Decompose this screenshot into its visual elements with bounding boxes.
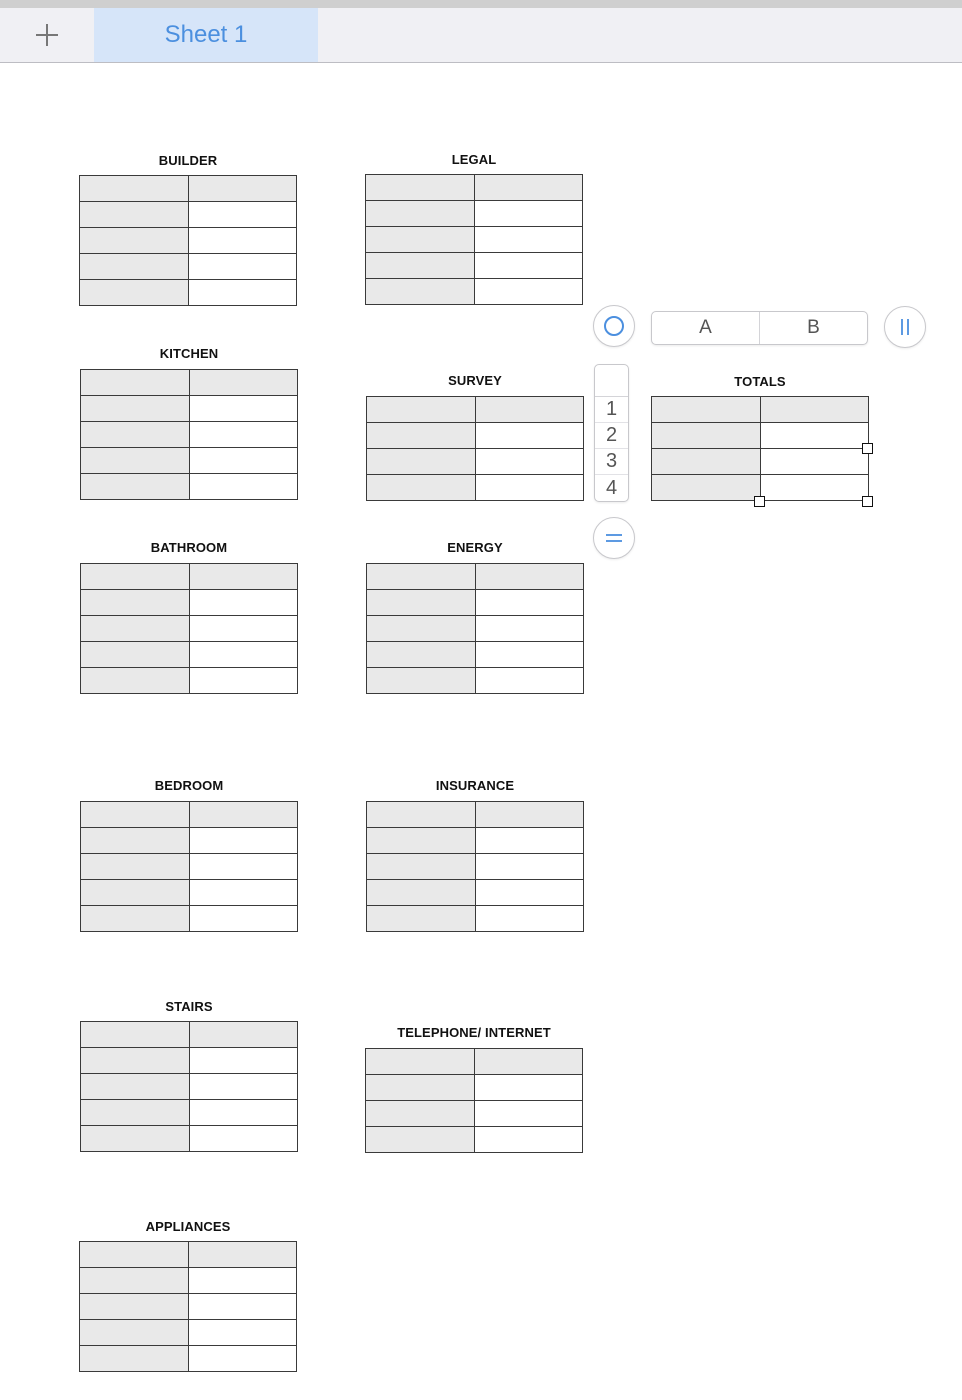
- column-header-a[interactable]: A: [699, 317, 712, 338]
- table-cell[interactable]: [190, 370, 299, 396]
- table-row: [81, 1022, 298, 1048]
- table-row: [81, 1126, 298, 1152]
- table-cell[interactable]: [189, 202, 298, 228]
- table-row: [367, 906, 584, 932]
- table-title: STAIRS: [165, 999, 213, 1014]
- table-cell[interactable]: [367, 564, 476, 590]
- table-cell[interactable]: [475, 1101, 584, 1127]
- table-cell[interactable]: [190, 1126, 299, 1152]
- table-cell[interactable]: [366, 1101, 475, 1127]
- table-row: [366, 1075, 583, 1101]
- table-cell[interactable]: [475, 201, 584, 227]
- table-row: [81, 370, 298, 396]
- column-header-b[interactable]: B: [759, 312, 867, 344]
- table-cell[interactable]: [81, 1100, 190, 1126]
- table-grid[interactable]: [79, 1241, 297, 1372]
- table-cell[interactable]: [80, 1268, 189, 1294]
- table-row: [367, 854, 584, 880]
- table-cell[interactable]: [190, 474, 299, 500]
- table-row: [81, 642, 298, 668]
- table-cell[interactable]: [80, 1294, 189, 1320]
- table-cell[interactable]: [475, 175, 584, 201]
- table-row: [80, 176, 297, 202]
- table-cell[interactable]: [476, 668, 585, 694]
- table-row: [367, 616, 584, 642]
- table-grid[interactable]: [365, 174, 583, 305]
- table-row: [80, 1242, 297, 1268]
- table-grid[interactable]: [366, 563, 584, 694]
- table-cell[interactable]: [81, 828, 190, 854]
- table-cell[interactable]: [80, 1320, 189, 1346]
- table-row: [366, 1049, 583, 1075]
- row-bars-icon: [603, 527, 625, 549]
- table-row: [80, 254, 297, 280]
- table-title: SURVEY: [448, 373, 502, 388]
- table-cell[interactable]: [190, 564, 299, 590]
- table-cell[interactable]: [189, 1294, 298, 1320]
- table-cell[interactable]: [476, 802, 585, 828]
- table-cell[interactable]: [80, 254, 189, 280]
- table-row: [81, 854, 298, 880]
- table-cell[interactable]: [366, 1049, 475, 1075]
- table-cell[interactable]: [81, 474, 190, 500]
- table-row: [81, 1100, 298, 1126]
- table-cell[interactable]: [81, 1074, 190, 1100]
- table-row: [367, 423, 584, 449]
- table-cell[interactable]: [190, 590, 299, 616]
- table-row: [80, 202, 297, 228]
- table-row: [80, 1346, 297, 1372]
- table-row: [367, 397, 584, 423]
- table-title: TELEPHONE/ INTERNET: [397, 1025, 551, 1040]
- table-grid[interactable]: [366, 396, 584, 501]
- table-cell[interactable]: [81, 1126, 190, 1152]
- table-cell[interactable]: [367, 668, 476, 694]
- table-cell[interactable]: [80, 176, 189, 202]
- table-row: [367, 475, 584, 501]
- table-cell[interactable]: [761, 475, 870, 501]
- table-cell[interactable]: [366, 201, 475, 227]
- table-cell[interactable]: [81, 370, 190, 396]
- table-cell[interactable]: [476, 397, 585, 423]
- table-cell[interactable]: [367, 590, 476, 616]
- table-row: [81, 828, 298, 854]
- table-row: [80, 228, 297, 254]
- table-title: INSURANCE: [435, 778, 515, 793]
- table-row: [367, 668, 584, 694]
- table-row: [366, 175, 583, 201]
- table-row: [366, 1127, 583, 1153]
- table-cell[interactable]: [367, 423, 476, 449]
- table-title: BATHROOM: [150, 540, 228, 555]
- table-cell[interactable]: [652, 423, 761, 449]
- table-title: ENERGY: [447, 540, 503, 555]
- table-cell[interactable]: [81, 616, 190, 642]
- table-cell[interactable]: [367, 475, 476, 501]
- table-row: [81, 474, 298, 500]
- table-cell[interactable]: [81, 1048, 190, 1074]
- table-cell[interactable]: [190, 828, 299, 854]
- table-cell[interactable]: [475, 253, 584, 279]
- table-cell[interactable]: [190, 448, 299, 474]
- table-cell[interactable]: [80, 1346, 189, 1372]
- table-cell[interactable]: [190, 1048, 299, 1074]
- table-cell[interactable]: [189, 1242, 298, 1268]
- table-cell[interactable]: [366, 253, 475, 279]
- table-grid[interactable]: [80, 563, 298, 694]
- table-cell[interactable]: [652, 475, 761, 501]
- table-cell[interactable]: [476, 475, 585, 501]
- table-cell[interactable]: [190, 1022, 299, 1048]
- table-row: [81, 616, 298, 642]
- table-cell[interactable]: [761, 449, 870, 475]
- table-title: LEGAL: [451, 152, 497, 167]
- row-header-spacer: [595, 365, 628, 397]
- table-cell[interactable]: [81, 642, 190, 668]
- table-cell[interactable]: [367, 854, 476, 880]
- table-cell[interactable]: [367, 616, 476, 642]
- table-cell[interactable]: [476, 880, 585, 906]
- table-cell[interactable]: [81, 668, 190, 694]
- add-column-button[interactable]: [884, 306, 926, 348]
- table-cell[interactable]: [366, 1127, 475, 1153]
- table-cell[interactable]: [189, 1268, 298, 1294]
- row-headers: [594, 364, 629, 502]
- table-cell[interactable]: [189, 1320, 298, 1346]
- tab-sheet-1[interactable]: Sheet 1: [94, 8, 318, 62]
- table-row: [652, 423, 869, 449]
- table-cell[interactable]: [81, 564, 190, 590]
- table-title: APPLIANCES: [145, 1219, 231, 1234]
- table-cell[interactable]: [367, 449, 476, 475]
- table-row: [367, 828, 584, 854]
- table-cell[interactable]: [81, 880, 190, 906]
- sheet-canvas: [0, 64, 962, 1400]
- table-cell[interactable]: [189, 254, 298, 280]
- table-row: [81, 564, 298, 590]
- row-header-3[interactable]: 3: [595, 449, 628, 475]
- table-cell[interactable]: [367, 880, 476, 906]
- table-cell[interactable]: [81, 590, 190, 616]
- table-cell[interactable]: [367, 906, 476, 932]
- table-row: [81, 880, 298, 906]
- table-row: [367, 564, 584, 590]
- table-cell[interactable]: [476, 423, 585, 449]
- table-cell[interactable]: [475, 227, 584, 253]
- table-cell[interactable]: [652, 449, 761, 475]
- column-bars-icon: [894, 316, 916, 338]
- table-row: [366, 279, 583, 305]
- table-title: TOTALS: [734, 374, 786, 389]
- table-row: [81, 1048, 298, 1074]
- table-cell[interactable]: [190, 668, 299, 694]
- table-row: [80, 1320, 297, 1346]
- table-cell[interactable]: [189, 228, 298, 254]
- table-cell[interactable]: [189, 176, 298, 202]
- table-cell[interactable]: [190, 906, 299, 932]
- table-row: [80, 1268, 297, 1294]
- table-cell[interactable]: [80, 228, 189, 254]
- table-grid[interactable]: [80, 1021, 298, 1152]
- table-title: BEDROOM: [154, 778, 224, 793]
- table-grid[interactable]: [80, 369, 298, 500]
- table-title: BUILDER: [158, 153, 218, 168]
- table-grid[interactable]: [79, 175, 297, 306]
- table-row: [652, 397, 869, 423]
- table-row: [366, 201, 583, 227]
- table-grid[interactable]: [366, 801, 584, 932]
- table-cell[interactable]: [190, 422, 299, 448]
- table-cell[interactable]: [80, 280, 189, 306]
- table-row: [366, 253, 583, 279]
- table-cell[interactable]: [367, 397, 476, 423]
- column-headers: [651, 311, 868, 345]
- table-cell[interactable]: [190, 854, 299, 880]
- table-cell[interactable]: [476, 642, 585, 668]
- table-row: [367, 802, 584, 828]
- table-cell[interactable]: [366, 279, 475, 305]
- table-cell[interactable]: [80, 202, 189, 228]
- table-cell[interactable]: [476, 449, 585, 475]
- table-row: [366, 1101, 583, 1127]
- table-cell[interactable]: [367, 828, 476, 854]
- table-row: [652, 449, 869, 475]
- row-header-4[interactable]: 4: [605, 476, 618, 499]
- table-cell[interactable]: [475, 1075, 584, 1101]
- table-cell[interactable]: [190, 1074, 299, 1100]
- table-cell[interactable]: [476, 854, 585, 880]
- table-row: [367, 880, 584, 906]
- table-cell[interactable]: [475, 1049, 584, 1075]
- table-cell[interactable]: [367, 642, 476, 668]
- table-cell[interactable]: [190, 880, 299, 906]
- table-cell[interactable]: [81, 422, 190, 448]
- table-cell[interactable]: [81, 396, 190, 422]
- table-grid[interactable]: [80, 801, 298, 932]
- table-cell[interactable]: [190, 616, 299, 642]
- add-row-button[interactable]: [593, 517, 635, 559]
- table-cell[interactable]: [81, 1022, 190, 1048]
- table-cell[interactable]: [366, 175, 475, 201]
- table-cell[interactable]: [476, 616, 585, 642]
- table-cell[interactable]: [476, 828, 585, 854]
- table-row: [81, 802, 298, 828]
- table-row: [366, 227, 583, 253]
- table-cell[interactable]: [366, 1075, 475, 1101]
- table-cell[interactable]: [476, 590, 585, 616]
- table-row: [367, 590, 584, 616]
- table-grid[interactable]: [365, 1048, 583, 1153]
- table-cell[interactable]: [190, 396, 299, 422]
- table-row: [81, 448, 298, 474]
- table-cell[interactable]: [81, 854, 190, 880]
- table-cell[interactable]: [366, 227, 475, 253]
- row-header-2[interactable]: 2: [595, 423, 628, 449]
- table-cell[interactable]: [367, 802, 476, 828]
- table-row: [81, 422, 298, 448]
- plus-icon: [34, 22, 60, 48]
- table-row: [81, 668, 298, 694]
- table-cell[interactable]: [761, 423, 870, 449]
- table-cell[interactable]: [81, 906, 190, 932]
- table-grid[interactable]: [651, 396, 869, 501]
- table-cell[interactable]: [189, 280, 298, 306]
- table-cell[interactable]: [190, 1100, 299, 1126]
- table-cell[interactable]: [81, 802, 190, 828]
- table-cell[interactable]: [476, 564, 585, 590]
- table-cell[interactable]: [190, 802, 299, 828]
- table-cell[interactable]: [80, 1242, 189, 1268]
- resize-handle-corner[interactable]: [862, 496, 873, 507]
- add-sheet-button[interactable]: [0, 8, 94, 62]
- table-row: [80, 280, 297, 306]
- table-cell[interactable]: [761, 397, 870, 423]
- select-table-button[interactable]: [593, 305, 635, 347]
- resize-handle-right[interactable]: [862, 443, 873, 454]
- sheet-tab-bar: [0, 8, 962, 63]
- table-row: [81, 1074, 298, 1100]
- table-row: [367, 449, 584, 475]
- table-cell[interactable]: [652, 397, 761, 423]
- table-row: [81, 906, 298, 932]
- table-cell[interactable]: [190, 642, 299, 668]
- table-cell[interactable]: [81, 448, 190, 474]
- table-row: [81, 396, 298, 422]
- table-row: [81, 590, 298, 616]
- table-cell[interactable]: [189, 1346, 298, 1372]
- row-header-1[interactable]: 1: [595, 397, 628, 423]
- table-cell[interactable]: [475, 1127, 584, 1153]
- table-row: [367, 642, 584, 668]
- table-title: KITCHEN: [159, 346, 219, 361]
- window-top-strip: [0, 0, 962, 8]
- table-cell[interactable]: [476, 906, 585, 932]
- table-row: [80, 1294, 297, 1320]
- resize-handle-bottom[interactable]: [754, 496, 765, 507]
- circle-icon: [603, 315, 625, 337]
- table-cell[interactable]: [475, 279, 584, 305]
